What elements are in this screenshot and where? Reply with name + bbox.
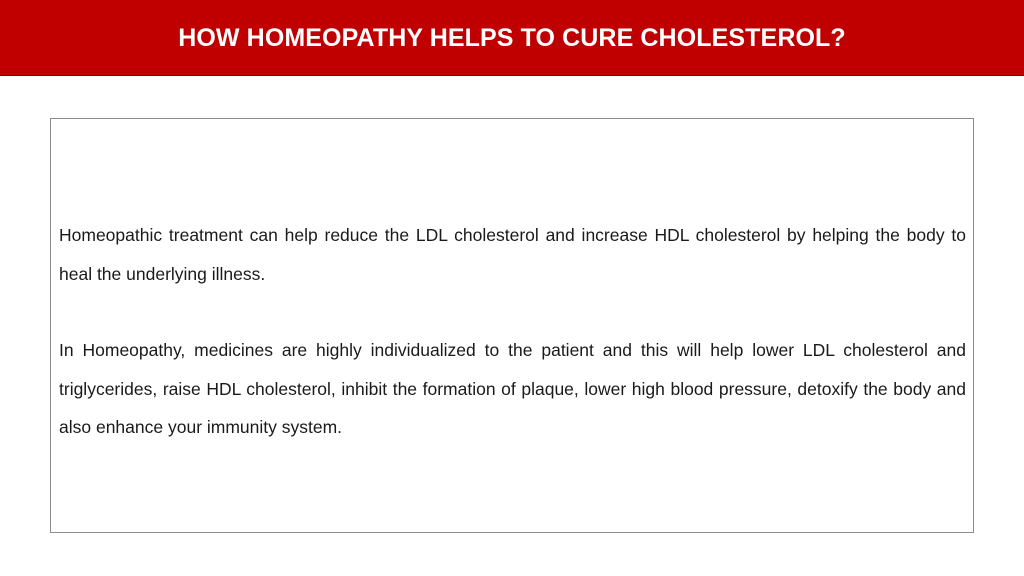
paragraph-2: In Homeopathy, medicines are highly individualized to the patient and this will help lower LDL cholesterol and triglycerides, raise HDL cholesterol, inhibit the formation of plaque, lower high blood pressure, detoxify the body and also enhance your immunity system. — [59, 340, 966, 437]
slide-title: HOW HOMEOPATHY HELPS TO CURE CHOLESTEROL? — [178, 24, 846, 52]
paragraph-1: Homeopathic treatment can help reduce the LDL cholesterol and increase HDL cholesterol by helping the body to heal the underlying illness. — [59, 225, 966, 284]
title-bar — [0, 0, 1024, 76]
content-box — [50, 118, 974, 533]
